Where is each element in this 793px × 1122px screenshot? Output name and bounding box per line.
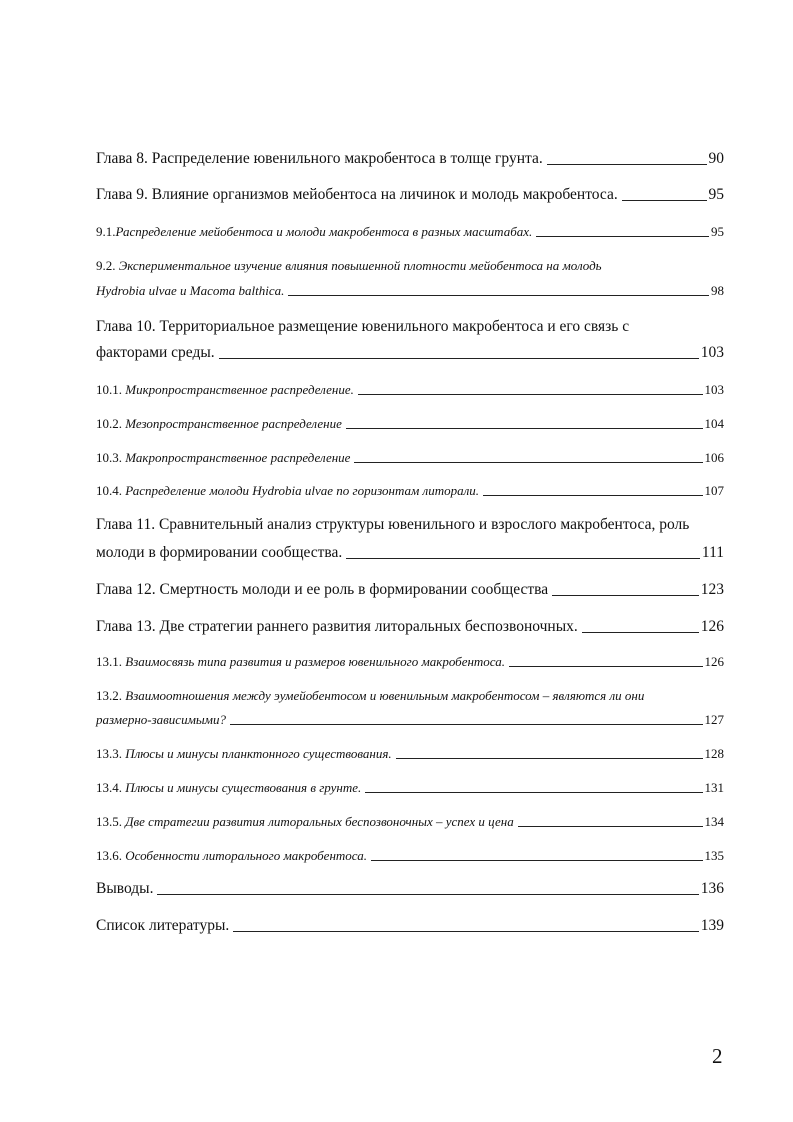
toc-entry-section-9-2-line1 — [96, 258, 602, 274]
dot-leader — [396, 758, 703, 759]
toc-entry-section-13-5 — [96, 814, 724, 830]
toc-entry-chapter-11 — [96, 544, 724, 562]
dot-leader — [371, 860, 703, 861]
toc-entry-number: 9.1. — [96, 224, 116, 239]
toc-entry-chapter-10-line1: Глава 10. Территориальное размещение ювенильного макробентоса и его связь с — [96, 318, 630, 335]
toc-entry-number: 10.2. — [96, 416, 122, 431]
toc-entry-chapter-10 — [96, 344, 724, 362]
toc-entry-page: 134 — [704, 814, 724, 829]
toc-entry-title: Глава 12. Смертность молоди и ее роль в формировании сообщества — [96, 581, 549, 598]
toc-entry-page: 127 — [704, 712, 724, 727]
toc-entry-title: Распределение молоди Hydrobia ulvae по горизонтам литорали. — [125, 483, 480, 498]
toc-entry-page: 126 — [704, 654, 724, 669]
dot-leader — [483, 495, 702, 496]
toc-entry-chapter-9 — [96, 186, 724, 204]
toc-entry-title: факторами среды. — [96, 344, 215, 361]
toc-entry-page: 135 — [704, 848, 724, 863]
toc-entry-chapter-11-line1: Глава 11. Сравнительный анализ структуры ювенильного и взрослого макробентоса, роль — [96, 516, 690, 533]
toc-entry-title: Распределение мейобентоса и молоди макробентоса в разных масштабах. — [115, 224, 533, 239]
toc-entry-page: 104 — [704, 416, 724, 431]
toc-entry-title: Плюсы и минусы планктонного существования. — [125, 746, 392, 761]
toc-entry-title: Глава 13. Две стратегии раннего развития литоральных беспозвоночных. — [96, 618, 578, 635]
toc-entry-title: Две стратегии развития литоральных беспозвоночных – успех и цена — [125, 814, 514, 829]
toc-entry-title: Глава 9. Влияние организмов мейобентоса на личинок и молодь макробентоса. — [96, 186, 618, 203]
toc-entry-section-10-4 — [96, 483, 724, 499]
toc-entry-title: размерно-зависимыми? — [96, 712, 226, 727]
dot-leader — [536, 236, 709, 237]
toc-entry-title: Взаимосвязь типа развития и размеров ювенильного макробентоса. — [125, 654, 505, 669]
toc-entry-title: Мезопространственное распределение — [125, 416, 342, 431]
toc-entry-section-9-2 — [96, 283, 724, 299]
dot-leader — [157, 894, 698, 895]
toc-entry-title: Макропространственное распределение — [125, 450, 351, 465]
toc-entry-chapter-12 — [96, 581, 724, 599]
dot-leader — [354, 462, 702, 463]
toc-entry-chapter-8 — [96, 150, 724, 168]
toc-entry-title-line1: Экспериментальное изучение влияния повышенной плотности мейобентоса на молодь — [118, 258, 602, 273]
dot-leader — [552, 595, 699, 596]
toc-entry-page: 95 — [708, 186, 724, 203]
toc-entry-number: 9.2. — [96, 258, 116, 273]
toc-entry-section-13-2 — [96, 712, 724, 728]
toc-entry-conclusions — [96, 880, 724, 898]
toc-entry-section-10-2 — [96, 416, 724, 432]
toc-entry-page: 136 — [700, 880, 724, 897]
dot-leader — [346, 558, 700, 559]
toc-entry-section-10-3 — [96, 450, 724, 466]
toc-entry-section-13-3 — [96, 746, 724, 762]
toc-entry-title: Выводы. — [96, 880, 154, 897]
dot-leader — [346, 428, 703, 429]
toc-entry-section-13-2-line1 — [96, 688, 644, 704]
toc-entry-number: 13.6. — [96, 848, 122, 863]
toc-entry-number: 10.1. — [96, 382, 122, 397]
toc-entry-page: 103 — [704, 382, 724, 397]
toc-entry-title: Микропространственное распределение. — [125, 382, 354, 397]
toc-entry-number: 13.5. — [96, 814, 122, 829]
dot-leader — [518, 826, 703, 827]
toc-entry-page: 98 — [711, 283, 724, 298]
dot-leader — [230, 724, 703, 725]
toc-entry-page: 103 — [700, 344, 724, 361]
toc-entry-number: 13.3. — [96, 746, 122, 761]
toc-entry-number: 13.1. — [96, 654, 122, 669]
toc-entry-title: Особенности литорального макробентоса. — [125, 848, 367, 863]
toc-entry-page: 128 — [704, 746, 724, 761]
toc-entry-number: 13.2. — [96, 688, 122, 703]
toc-entry-section-13-1 — [96, 654, 724, 670]
toc-entry-section-9-1 — [96, 224, 724, 240]
dot-leader — [509, 666, 703, 667]
toc-entry-title: Hydrobia ulvae и Macoma balthica. — [96, 283, 285, 298]
page-number: 2 — [712, 1044, 723, 1068]
dot-leader — [365, 792, 702, 793]
toc-entry-references — [96, 917, 724, 935]
toc-entry-page: 139 — [700, 917, 724, 934]
toc-entry-title: Глава 8. Распределение ювенильного макробентоса в толще грунта. — [96, 150, 543, 167]
dot-leader — [233, 931, 699, 932]
dot-leader — [219, 358, 699, 359]
toc-entry-page: 126 — [700, 618, 724, 635]
toc-entry-section-10-1 — [96, 382, 724, 398]
dot-leader — [582, 632, 699, 633]
toc-entry-title: Список литературы. — [96, 917, 230, 934]
toc-entry-page: 95 — [711, 224, 724, 239]
dot-leader — [547, 164, 707, 165]
toc-entry-page: 90 — [708, 150, 724, 167]
toc-entry-page: 131 — [704, 780, 724, 795]
dot-leader — [622, 200, 707, 201]
toc-entry-section-13-4 — [96, 780, 724, 796]
toc-entry-page: 106 — [704, 450, 724, 465]
toc-entry-page: 111 — [701, 544, 724, 561]
toc-entry-page: 123 — [700, 581, 724, 598]
toc-entry-number: 10.4. — [96, 483, 122, 498]
toc-entry-number: 10.3. — [96, 450, 122, 465]
toc-entry-section-13-6 — [96, 848, 724, 864]
toc-entry-title-line1: Взаимоотношения между эумейобентосом и ювенильным макробентосом – являются ли они — [125, 688, 645, 703]
toc-entry-chapter-13 — [96, 618, 724, 636]
dot-leader — [358, 394, 703, 395]
toc-entry-page: 107 — [704, 483, 724, 498]
toc-entry-number: 13.4. — [96, 780, 122, 795]
toc-entry-title: Плюсы и минусы существования в грунте. — [125, 780, 362, 795]
dot-leader — [288, 295, 709, 296]
toc-entry-title: молоди в формировании сообщества. — [96, 544, 343, 561]
